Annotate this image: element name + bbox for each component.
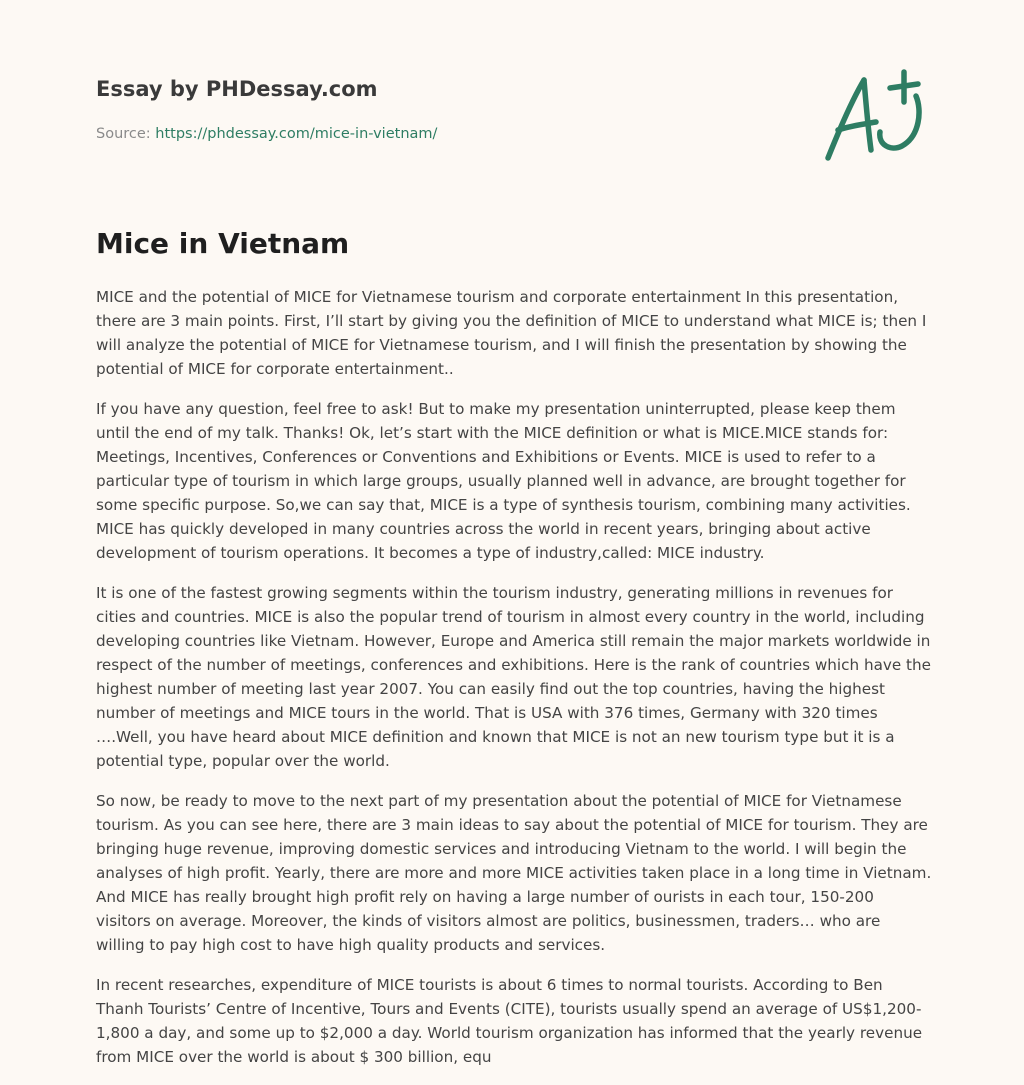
a-plus-logo-graphic: [818, 66, 930, 166]
a-plus-logo-icon: [818, 66, 930, 166]
source-label: Source:: [96, 126, 151, 142]
site-title: Essay by PHDessay.com: [96, 77, 378, 101]
source-line: [96, 124, 736, 144]
essay-paragraph: It is one of the fastest growing segments within the tourism industry, generating millions in revenues for cities and countries. MICE is also the popular trend of tourism in almost every country in the world, including developing countries like Vietnam. However, Europe and America still remain the major markets worldwide in respect of the number of meetings, conferences and exhibitions. Here is the rank of countries which have the highest number of meeting last year 2007. You can easily find out the top countries, having the highest number of meetings and MICE tours in the world. That is USA with 376 times, Germany with 320 times ….Well, you have heard about MICE definition and known that MICE is not an new tourism type but it is a potential type, popular over the world.: [96, 584, 931, 770]
essay-title: Mice in Vietnam: [96, 227, 350, 260]
essay-paragraph: MICE and the potential of MICE for Vietnamese tourism and corporate entertainment In this presentation, there are 3 main points. First, I’ll start by giving you the definition of MICE to understand what MICE is; then I will analyze the potential of MICE for Vietnamese tourism, and I will finish the presentation by showing the potential of MICE for corporate entertainment..: [96, 288, 927, 378]
essay-paragraph: So now, be ready to move to the next part of my presentation about the potential of MICE for Vietnamese tourism. As you can see here, there are 3 main ideas to say about the potential of MICE for tourism. They are bringing huge revenue, improving domestic services and introducing Vietnam to the world. I will begin the analyses of high profit. Yearly, there are more and more MICE activities taken place in a long time in Vietnam. And MICE has really brought high profit rely on having a large number of ourists in each tour, 150-200 visitors on average. Moreover, the kinds of visitors almost are politics, businessmen, traders… who are willing to pay high cost to have high quality products and services.: [96, 792, 932, 954]
essay-paragraph: In recent researches, expenditure of MICE tourists is about 6 times to normal tourists. According to Ben Thanh Tourists’ Centre of Incentive, Tours and Events (CITE), tourists usually spend an average of US$1,200-1,800 a day, and some up to $2,000 a day. World tourism organization has informed that the yearly revenue from MICE over the world is about $ 300 billion, equ: [96, 976, 923, 1066]
source-link[interactable]: https://phdessay.com/mice-in-vietnam/: [155, 126, 438, 142]
essay-body: [96, 285, 932, 1085]
page-header: [96, 74, 736, 144]
essay-paragraph: If you have any question, feel free to ask! But to make my presentation uninterrupted, please keep them until the end of my talk. Thanks! Ok, let’s start with the MICE definition or what is MICE.MICE stands for: Meetings, Incentives, Conferences or Conventions and Exhibitions or Events. MICE is used to refer to a particular type of tourism in which large groups, usually planned well in advance, are brought together for some specific purpose. So,we can say that, MICE is a type of synthesis tourism, combining many activities. MICE has quickly developed in many countries across the world in recent years, bringing about active development of tourism operations. It becomes a type of industry,called: MICE industry.: [96, 400, 911, 562]
